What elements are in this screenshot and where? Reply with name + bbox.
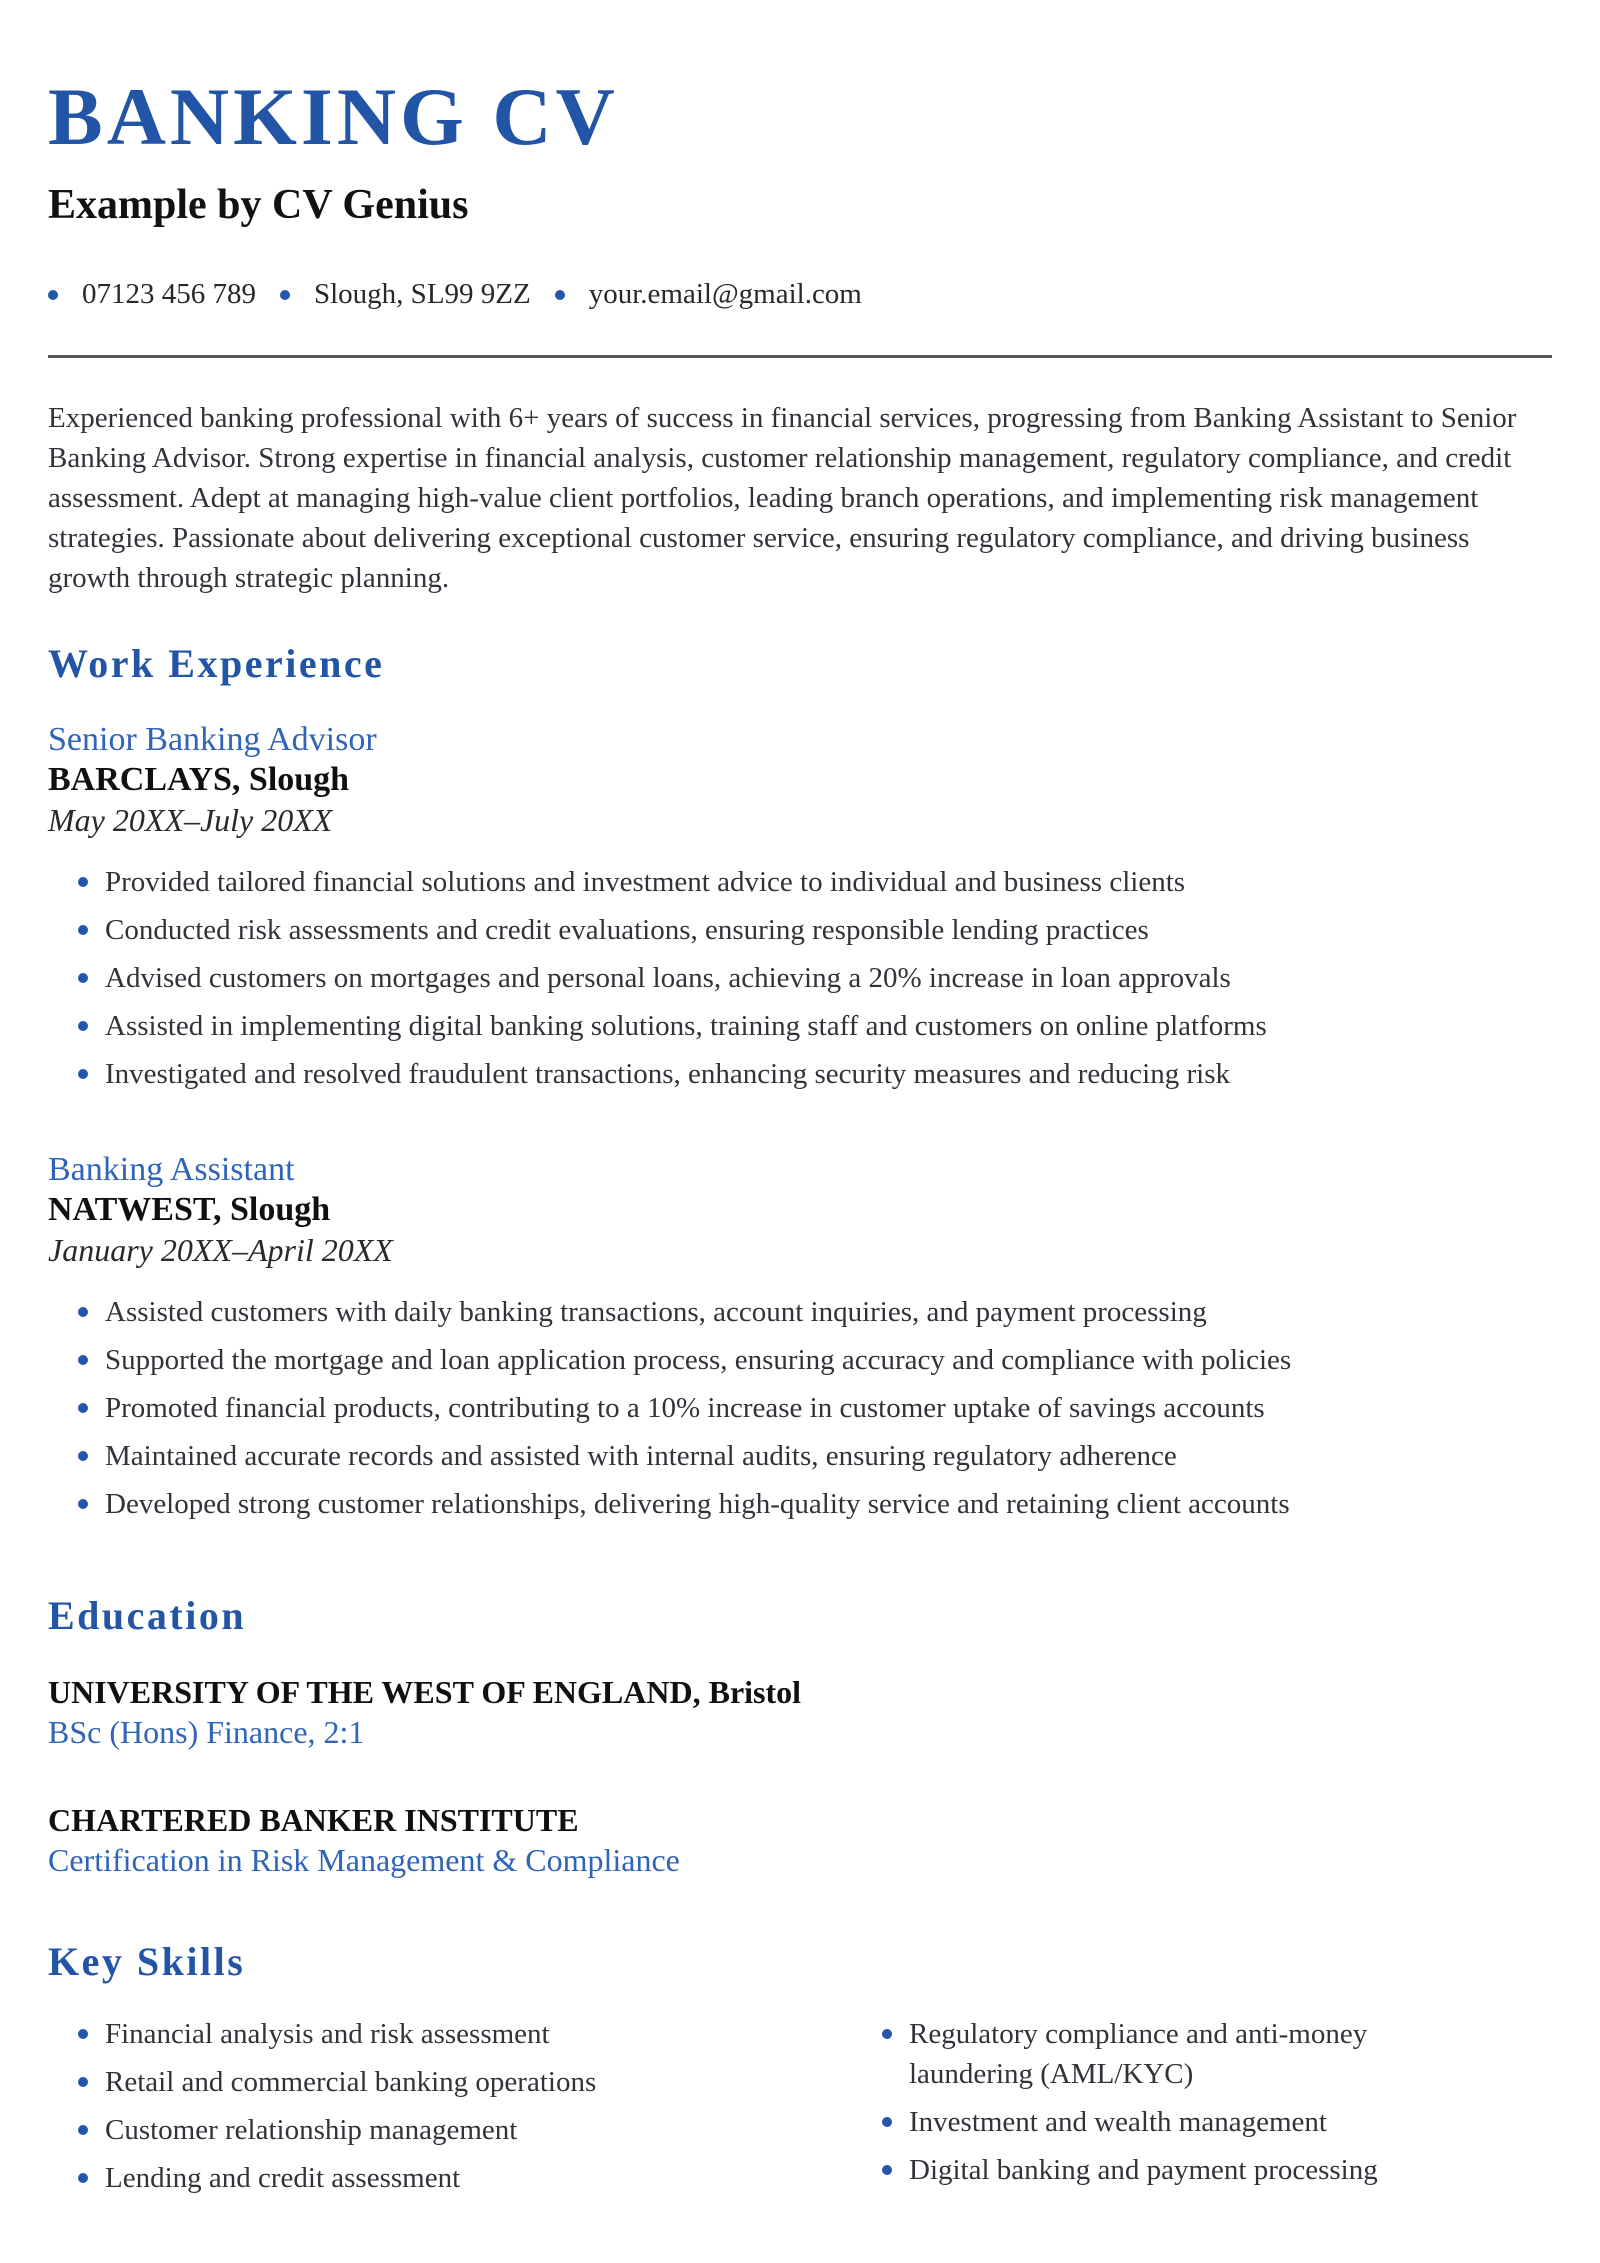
bullet-icon [78,1307,88,1317]
job-title: Banking Assistant [48,1151,295,1188]
bullet-icon [555,290,565,300]
bullet-icon [78,1021,88,1031]
education-entry-institute [48,1800,1552,1880]
bullet-icon [882,2117,892,2127]
contact-email: your.email@gmail.com [588,278,862,310]
list-item-text: Supported the mortgage and loan application process, ensuring accuracy and compliance with policies [105,1344,1292,1376]
bullet-icon [78,973,88,983]
list-item-text: Financial analysis and risk assessment [105,2018,550,2050]
list-item [48,910,1552,950]
list-item-text: Digital banking and payment processing [909,2154,1378,2186]
list-item [48,1388,1552,1428]
list-item [852,2150,1452,2190]
job-dates: January 20XX–April 20XX [48,1232,393,1268]
list-item [48,2014,800,2054]
list-item [48,2158,800,2198]
bullet-icon [78,2077,88,2087]
list-item-text: Investigated and resolved fraudulent transactions, enhancing security measures and reducing risk [105,1058,1230,1090]
contact-phone: 07123 456 789 [82,278,256,310]
list-item [48,1006,1552,1046]
job-bullet-list [48,862,1552,1094]
skills-grid [48,2014,1552,2206]
bullet-icon [48,290,58,300]
job-entry-banking-assistant [48,1150,1552,1524]
bullet-icon [882,2165,892,2175]
list-item [852,2014,1452,2094]
list-item [852,2102,1452,2142]
page-subtitle: Example by CV Genius [48,182,469,228]
list-item-text: Maintained accurate records and assisted with internal audits, ensuring regulatory adherence [105,1440,1177,1472]
list-item-text: Regulatory compliance and anti-money laundering (AML/KYC) [909,2018,1368,2090]
bullet-icon [78,1403,88,1413]
list-item [48,1054,1552,1094]
professional-summary: Experienced banking professional with 6+ years of success in financial services, progressing from Banking Assistant to Senior Banking Advisor. Strong expertise in financial analysis, customer relationship management, regulatory compliance, and credit assessment. Adept at managing high-value client portfolios, leading branch operations, and implementing risk management strategies. Passionate about delivering exceptional customer service, ensuring regulatory compliance, and driving business growth through strategic planning. [48,402,1517,594]
bullet-icon [882,2029,892,2039]
skills-column-left [48,2014,800,2206]
bullet-icon [78,1499,88,1509]
list-item-text: Customer relationship management [105,2114,518,2146]
list-item-text: Developed strong customer relationships, delivering high-quality service and retaining client accounts [105,1488,1290,1520]
skills-column-right [800,2014,1552,2206]
education-qualification: Certification in Risk Management & Compliance [48,1842,680,1878]
list-item-text: Investment and wealth management [909,2106,1327,2138]
header-divider [48,355,1552,358]
contact-row [48,280,1552,309]
bullet-icon [78,877,88,887]
section-heading-key-skills: Key Skills [48,1939,246,1984]
section-heading-work-experience: Work Experience [48,641,385,686]
list-item [48,958,1552,998]
education-entry-university [48,1672,1552,1752]
bullet-icon [78,2125,88,2135]
list-item [48,862,1552,902]
bullet-icon [78,1069,88,1079]
bullet-icon [78,2173,88,2183]
list-item-text: Provided tailored financial solutions and investment advice to individual and business clients [105,866,1186,898]
list-item-text: Lending and credit assessment [105,2162,461,2194]
list-item [48,1436,1552,1476]
job-company: NATWEST, Slough [48,1191,331,1228]
bullet-icon [78,2029,88,2039]
job-title: Senior Banking Advisor [48,721,377,758]
education-institution: CHARTERED BANKER INSTITUTE [48,1802,579,1838]
list-item-text: Assisted customers with daily banking transactions, account inquiries, and payment processing [105,1296,1207,1328]
list-item-text: Assisted in implementing digital banking solutions, training staff and customers on online platforms [105,1010,1267,1042]
job-company: BARCLAYS, Slough [48,761,350,798]
list-item [48,2110,800,2150]
list-item-text: Promoted financial products, contributing to a 10% increase in customer uptake of savings accounts [105,1392,1265,1424]
contact-location: Slough, SL99 9ZZ [314,278,531,310]
list-item [48,1484,1552,1524]
list-item-text: Conducted risk assessments and credit evaluations, ensuring responsible lending practices [105,914,1149,946]
list-item [48,1292,1552,1332]
list-item [48,1340,1552,1380]
job-entry-senior-banking-advisor [48,720,1552,1094]
job-dates: May 20XX–July 20XX [48,802,333,838]
bullet-icon [280,290,290,300]
list-item-text: Retail and commercial banking operations [105,2066,597,2098]
page-title: BANKING CV [48,71,619,162]
list-item-text: Advised customers on mortgages and personal loans, achieving a 20% increase in loan approvals [105,962,1231,994]
section-heading-education: Education [48,1593,247,1638]
bullet-icon [78,1355,88,1365]
education-qualification: BSc (Hons) Finance, 2:1 [48,1714,365,1750]
cv-header [48,0,1552,358]
bullet-icon [78,925,88,935]
bullet-icon [78,1451,88,1461]
education-institution: UNIVERSITY OF THE WEST OF ENGLAND, Bristol [48,1674,802,1710]
list-item [48,2062,800,2102]
job-bullet-list [48,1292,1552,1524]
